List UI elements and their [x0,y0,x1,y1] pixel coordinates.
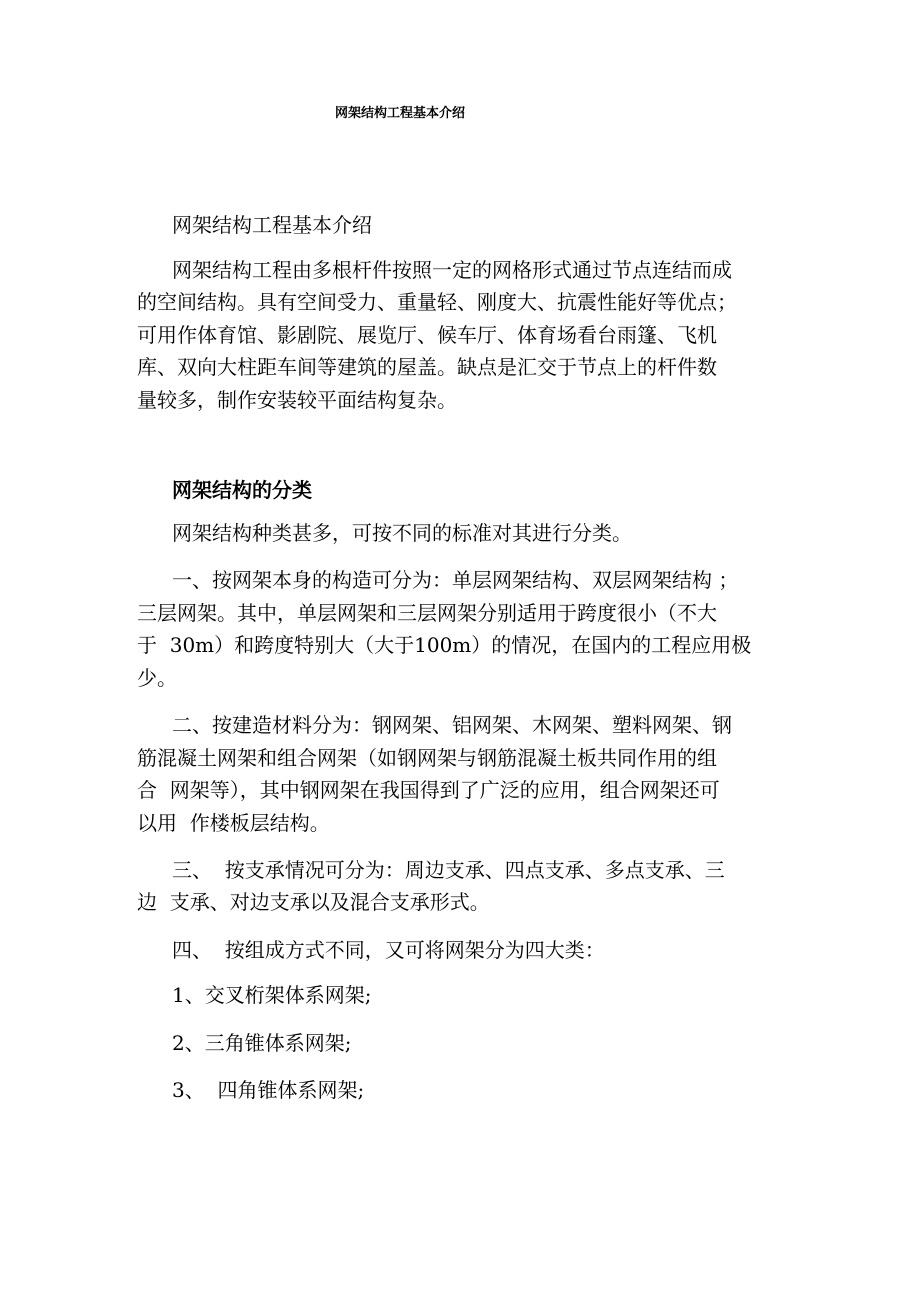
item-4-paragraph: 四、 按组成方式不同，又可将网架分为四大类： [172,938,605,962]
paragraph-line: 一、按网架本身的构造可分为：单层网架结构、双层网架结构 ； [172,568,739,592]
section-heading: 网架结构的分类 [172,478,312,502]
page-header: 网架结构工程基本介绍 [335,106,466,121]
paragraph-line: 筋混凝土网架和组合网架（如钢网架与钢筋混凝土板共同作用的组 [137,746,717,770]
paragraph-line: 边 支承、对边支承以及混合支承形式。 [137,890,490,914]
paragraph-line: 网架结构工程由多根杆件按照一定的网格形式通过节点连结而成 [172,258,732,282]
paragraph-line: 可用作体育馆、影剧院、展览厅、候车厅、体育场看台雨篷、飞机 [137,323,717,347]
paragraph-line: 三层网架。其中，单层网架和三层网架分别适用于跨度很小（不大 [137,601,717,625]
paragraph-line: 少。 [137,666,177,690]
paragraph-line: 二、按建造材料分为：钢网架、铝网架、木网架、塑料网架、钢 [172,713,732,737]
paragraph-line: 合 网架等），其中钢网架在我国得到了广泛的应用，组合网架还可 [137,778,720,802]
paragraph-line: 的空间结构。具有空间受力、重量轻、刚度大、抗震性能好等优点； [137,290,737,314]
sub-item: 1、交叉桁架体系网架; [172,983,372,1007]
paragraph-line: 量较多，制作安装较平面结构复杂。 [137,388,457,412]
sub-item: 2、三角锥体系网架; [172,1031,352,1055]
paragraph-line: 于 30m）和跨度特别大（大于100m）的情况，在国内的工程应用极 [137,633,752,657]
paragraph-line: 三、 按支承情况可分为：周边支承、四点支承、多点支承、三 [172,858,725,882]
sub-item: 3、 四角锥体系网架; [172,1078,365,1102]
section-intro: 网架结构种类甚多，可按不同的标准对其进行分类。 [172,521,632,545]
document-title: 网架结构工程基本介绍 [172,213,372,237]
paragraph-line: 库、双向大柱距车间等建筑的屋盖。缺点是汇交于节点上的杆件数 [137,355,717,379]
paragraph-line: 以用 作楼板层结构。 [137,811,330,835]
